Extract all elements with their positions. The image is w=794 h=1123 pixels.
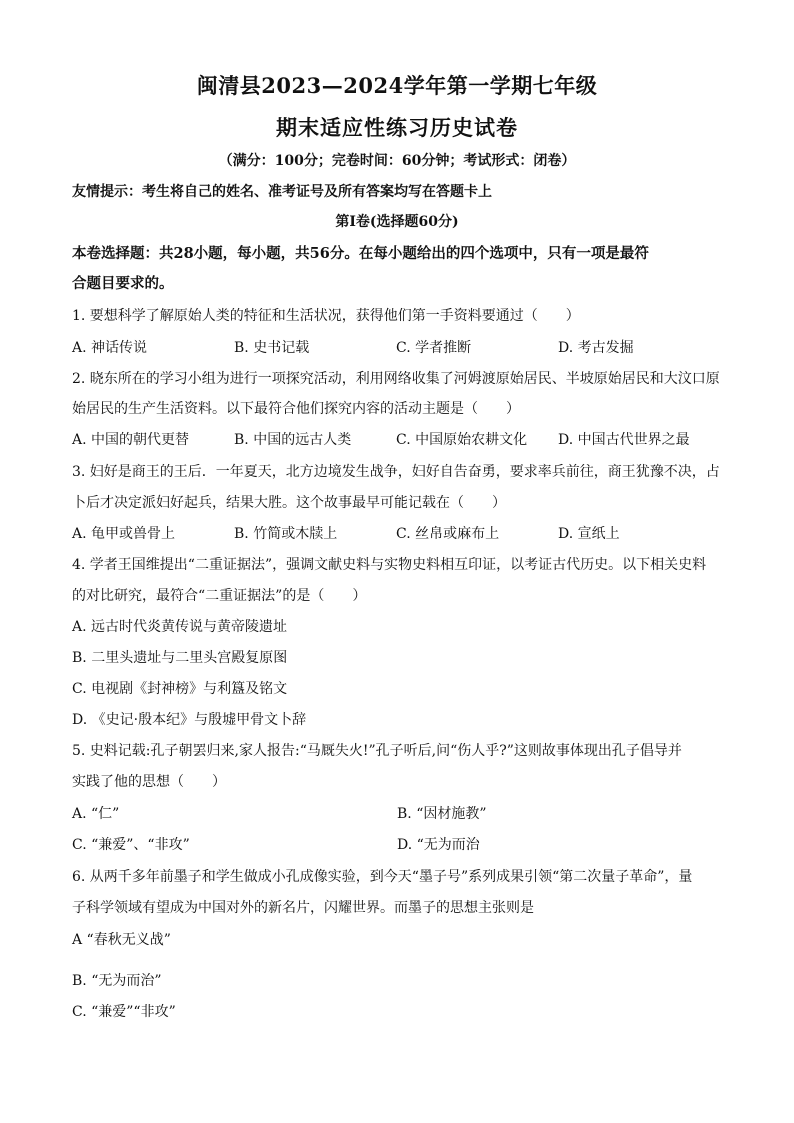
question-4-stem-line2: 的对比研究，最符合“二重证据法”的是（ ） — [72, 588, 367, 604]
exam-title-line1: 闽清县2023—2024学年第一学期七年级 — [196, 73, 598, 98]
option-c: C. “兼爱”“非攻” — [72, 1004, 176, 1020]
option-b: B. 中国的远古人类 — [234, 432, 352, 448]
option-d: D. 《史记·殷本纪》与殷墟甲骨文卜辞 — [72, 712, 307, 728]
option-d: D. 考古发掘 — [558, 340, 634, 356]
option-d: D. 中国古代世界之最 — [558, 432, 690, 448]
option-a: A “春秋无义战” — [72, 932, 171, 948]
section-title: 第Ⅰ卷(选择题60分) — [335, 214, 459, 230]
friendly-tip: 友情提示：考生将自己的姓名、准考证号及所有答案均写在答题卡上 — [72, 184, 492, 200]
option-c: C. 中国原始农耕文化 — [396, 432, 528, 448]
option-d: D. 宣纸上 — [558, 526, 620, 542]
exam-title-line2: 期末适应性练习历史试卷 — [276, 115, 518, 140]
question-6-stem-line1: 6. 从两千多年前墨子和学生做成小孔成像实验，到今天“墨子号”系列成果引领“第二次量子革命”，量 — [72, 869, 693, 885]
option-b: B. “无为而治” — [72, 973, 162, 989]
question-6-stem-line2: 子科学领域有望成为中国对外的新名片，闪耀世界。而墨子的思想主张则是 — [72, 900, 534, 916]
option-d: D. “无为而治 — [397, 837, 480, 853]
option-c: C. 丝帛或麻布上 — [396, 526, 500, 542]
question-5-stem-line1: 5. 史料记载:孔子朝罢归来,家人报告:“马厩失火!”孔子听后,问“伤人乎?”这则故事体现出孔子倡导并 — [72, 743, 682, 759]
option-b: B. “因材施教” — [397, 806, 487, 822]
question-1-stem: 1. 要想科学了解原始人类的特征和生活状况，获得他们第一手资料要通过（ ） — [72, 308, 580, 324]
option-a: A. “仁” — [72, 806, 120, 822]
question-3-stem-line2: 卜后才决定派妇好起兵，结果大胜。这个故事最早可能记载在（ ） — [72, 495, 506, 511]
question-2-stem-line2: 始居民的生产生活资料。以下最符合他们探究内容的活动主题是（ ） — [72, 401, 520, 417]
section-instruction-line1: 本卷选择题：共28小题，每小题，共56分。在每小题给出的四个选项中，只有一项是最符 — [72, 245, 649, 262]
option-a: A. 神话传说 — [72, 340, 148, 356]
question-3-stem-line1: 3. 妇好是商王的王后．一年夏天，北方边境发生战争，妇好自告奋勇，要求率兵前往，商王犹豫不决，占 — [72, 464, 720, 480]
option-c: C. “兼爱”、“非攻” — [72, 837, 190, 853]
option-c: C. 电视剧《封神榜》与利簋及铭文 — [72, 681, 288, 697]
section-instruction-line2: 合题目要求的。 — [72, 275, 174, 292]
option-a: A. 远古时代炎黄传说与黄帝陵遗址 — [72, 619, 288, 635]
question-2-stem-line1: 2. 晓东所在的学习小组为进行一项探究活动，利用网络收集了河姆渡原始居民、半坡原始居民和大汶口原 — [72, 371, 720, 387]
question-4-stem-line1: 4. 学者王国维提出“二重证据法”，强调文献史料与实物史料相互印证，以考证古代历史。以下相关史料 — [72, 557, 707, 573]
option-a: A. 龟甲或兽骨上 — [72, 526, 176, 542]
option-a: A. 中国的朝代更替 — [72, 432, 190, 448]
option-b: B. 二里头遗址与二里头宫殿复原图 — [72, 650, 288, 666]
option-c: C. 学者推断 — [396, 340, 472, 356]
question-5-stem-line2: 实践了他的思想（ ） — [72, 774, 226, 790]
option-b: B. 竹简或木牍上 — [234, 526, 338, 542]
exam-info: （满分：100分；完卷时间：60分钟；考试形式：闭卷） — [218, 153, 576, 169]
option-b: B. 史书记载 — [234, 340, 310, 356]
